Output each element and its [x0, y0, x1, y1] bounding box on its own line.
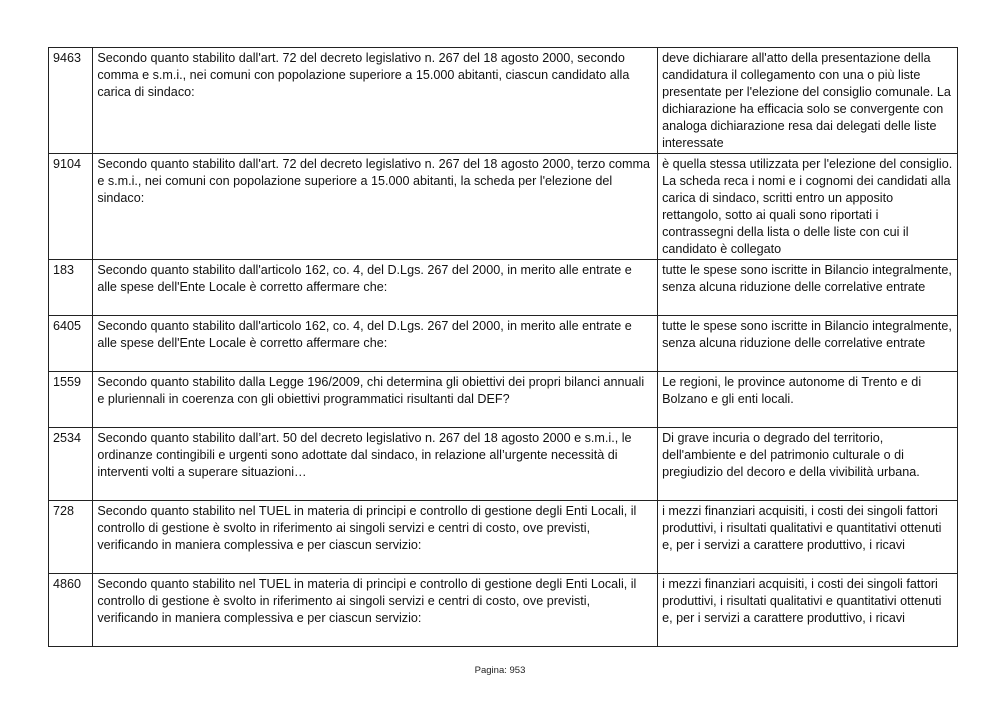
answer-text-cell: i mezzi finanziari acquisiti, i costi dei singoli fattori produttivi, i risultati qualitativi e quantitativi ottenuti e, per i servizi a carattere produttivo, i ricavi: [658, 501, 958, 574]
table-row: [49, 428, 958, 501]
table-row: [49, 372, 958, 428]
question-text-cell: Secondo quanto stabilito dall'articolo 162, co. 4, del D.Lgs. 267 del 2000, in merito alle entrate e alle spese dell'Ente Locale è corretto affermare che:: [93, 260, 658, 316]
page-number: Pagina: 953: [474, 665, 526, 676]
question-id-cell: 183: [49, 260, 93, 316]
question-id-cell: 9104: [49, 154, 93, 260]
answer-text-cell: deve dichiarare all'atto della presentazione della candidatura il collegamento con una o più liste presentate per l'elezione del consiglio comunale. La dichiarazione ha efficacia solo se convergente con analoga dichiarazione resa dai delegati delle liste interessate: [658, 48, 958, 154]
question-id-cell: 6405: [49, 316, 93, 372]
question-text-cell: Secondo quanto stabilito dall'articolo 162, co. 4, del D.Lgs. 267 del 2000, in merito alle entrate e alle spese dell'Ente Locale è corretto affermare che:: [93, 316, 658, 372]
answer-text-cell: Di grave incuria o degrado del territorio, dell'ambiente e del patrimonio culturale o di pregiudizio del decoro e della vivibilità urbana.: [658, 428, 958, 501]
answer-text-cell: Le regioni, le province autonome di Trento e di Bolzano e gli enti locali.: [658, 372, 958, 428]
answer-text-cell: è quella stessa utilizzata per l'elezione del consiglio. La scheda reca i nomi e i cognomi dei candidati alla carica di sindaco, scritti entro un apposito rettangolo, sotto ai quali sono riportati i contrassegni della lista o delle liste con cui il candidato è collegato: [658, 154, 958, 260]
answer-text-cell: tutte le spese sono iscritte in Bilancio integralmente, senza alcuna riduzione delle correlative entrate: [658, 260, 958, 316]
question-id-cell: 9463: [49, 48, 93, 154]
question-id-cell: 2534: [49, 428, 93, 501]
table-row: [49, 574, 958, 647]
question-id-cell: 4860: [49, 574, 93, 647]
answer-text-cell: tutte le spese sono iscritte in Bilancio integralmente, senza alcuna riduzione delle correlative entrate: [658, 316, 958, 372]
table-row: [49, 48, 958, 154]
answer-text-cell: i mezzi finanziari acquisiti, i costi dei singoli fattori produttivi, i risultati qualitativi e quantitativi ottenuti e, per i servizi a carattere produttivo, i ricavi: [658, 574, 958, 647]
question-text-cell: Secondo quanto stabilito nel TUEL in materia di principi e controllo di gestione degli Enti Locali, il controllo di gestione è svolto in riferimento ai singoli servizi e centri di costo, ove previsti, verificando in maniera complessiva e per ciascun servizio:: [93, 574, 658, 647]
question-text-cell: Secondo quanto stabilito nel TUEL in materia di principi e controllo di gestione degli Enti Locali, il controllo di gestione è svolto in riferimento ai singoli servizi e centri di costo, ove previsti, verificando in maniera complessiva e per ciascun servizio:: [93, 501, 658, 574]
question-text-cell: Secondo quanto stabilito dall’art. 50 del decreto legislativo n. 267 del 18 agosto 2000 e s.m.i., le ordinanze contingibili e urgenti sono adottate dal sindaco, in relazione all’urgente necessità di interventi volti a superare situazioni…: [93, 428, 658, 501]
table-row: [49, 501, 958, 574]
question-table: [48, 47, 958, 647]
question-text-cell: Secondo quanto stabilito dall'art. 72 del decreto legislativo n. 267 del 18 agosto 2000, secondo comma e s.m.i., nei comuni con popolazione superiore a 15.000 abitanti, ciascun candidato alla carica di sindaco:: [93, 48, 658, 154]
table-row: [49, 154, 958, 260]
question-text-cell: Secondo quanto stabilito dall'art. 72 del decreto legislativo n. 267 del 18 agosto 2000, terzo comma e s.m.i., nei comuni con popolazione superiore a 15.000 abitanti, la scheda per l'elezione del sindaco:: [93, 154, 658, 260]
question-text-cell: Secondo quanto stabilito dalla Legge 196/2009, chi determina gli obiettivi dei propri bilanci annuali e pluriennali in coerenza con gli obiettivi programmatici risultanti dal DEF?: [93, 372, 658, 428]
table-row: [49, 260, 958, 316]
question-id-cell: 1559: [49, 372, 93, 428]
question-id-cell: 728: [49, 501, 93, 574]
table-row: [49, 316, 958, 372]
